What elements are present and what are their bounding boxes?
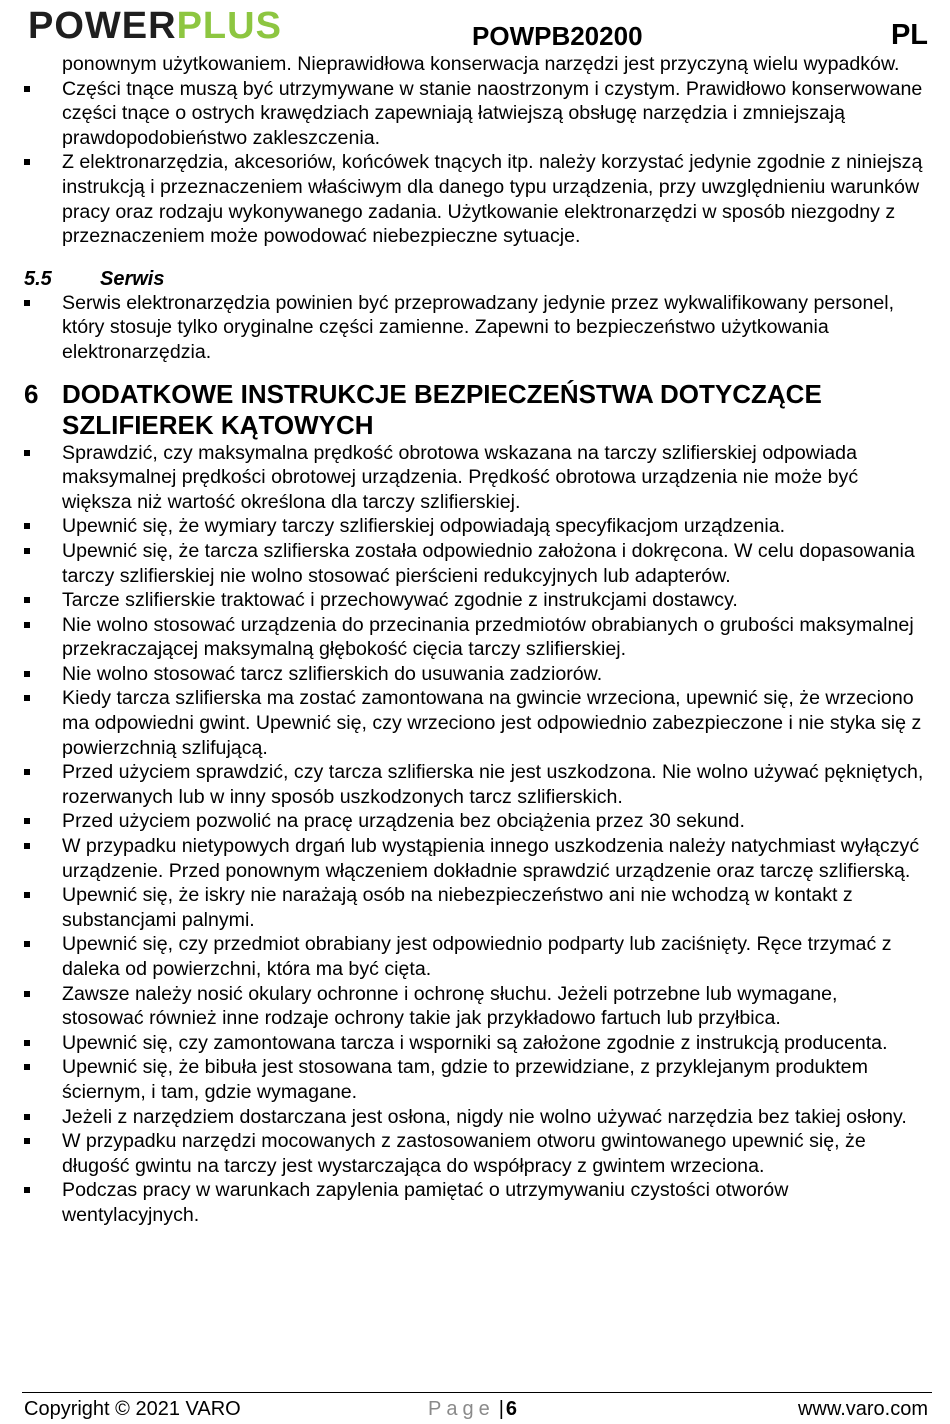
square-bullet-icon — [24, 450, 30, 456]
page-label: Page — [428, 1398, 495, 1420]
bullet-item — [24, 932, 924, 981]
square-bullet-icon — [24, 671, 30, 677]
bullet-text: Nie wolno stosować tarcz szlifierskich do usuwania zadziorów. — [62, 662, 603, 685]
bullet-item — [24, 1055, 924, 1104]
footer-divider — [22, 1392, 932, 1393]
square-bullet-icon — [24, 1138, 30, 1144]
bullet-text: Nie wolno stosować urządzenia do przecinania przedmiotów obrabianych o grubości maksymalnej przekraczającej maksymalną głębokość cięcia tarczy szlifierskiej. — [62, 613, 914, 661]
bullet-item — [24, 809, 924, 834]
square-bullet-icon — [24, 622, 30, 628]
page-separator: | — [498, 1398, 504, 1420]
bullet-item — [24, 441, 924, 515]
bullet-item — [24, 514, 924, 539]
bullet-text: Jeżeli z narzędziem dostarczana jest osłona, nigdy nie wolno używać narzędzia bez takiej osłony. — [62, 1105, 907, 1128]
section-title: DODATKOWE INSTRUKCJE BEZPIECZEŃSTWA DOTYCZĄCE SZLIFIEREK KĄTOWYCH — [62, 378, 822, 440]
bullet-text: Upewnić się, czy przedmiot obrabiany jest odpowiednio podparty lub zaciśnięty. Ręce trzymać z daleka od powierzchni, która ma być cięta. — [62, 933, 892, 980]
continued-text: ponownym użytkowaniem. Nieprawidłowa konserwacja narzędzi jest przyczyną wielu wypadków. — [62, 53, 900, 75]
square-bullet-icon — [24, 818, 30, 824]
bullet-item — [24, 588, 924, 613]
section-5-5-bullet-list — [24, 291, 924, 365]
bullet-text: Sprawdzić, czy maksymalna prędkość obrotowa wskazana na tarczy szlifierskiej odpowiada maksymalnej prędkości obrotowej urządzenia. Prędkość obrotowa urządzenia nie może być większa niż wartość określona dla tarczy szlifierskiej. — [62, 441, 859, 513]
section-6-bullet-list — [24, 441, 924, 1228]
bullet-text: Kiedy tarcza szlifierska ma zostać zamontowana na gwincie wrzeciona, upewnić się, że wrzeciono ma odpowiedni gwint. Upewnić się, czy wrzeciono jest odpowiednio zabezpieczone i nie styka się z powierzchnią szlifującą. — [62, 687, 922, 759]
bullet-item — [24, 539, 924, 588]
section-number: 5.5 — [24, 267, 52, 290]
copyright-text: Copyright © 2021 VARO — [24, 1398, 241, 1420]
page-number: 6 — [505, 1398, 518, 1420]
bullet-text: Przed użyciem sprawdzić, czy tarcza szlifierska nie jest uszkodzona. Nie wolno używać pękniętych, rozerwanych lub w inny sposób uszkodzonych tarcz szlifierskich. — [62, 761, 924, 808]
intro-bullet-list — [24, 77, 924, 249]
bullet-text: Z elektronarzędzia, akcesoriów, końcówek tnących itp. należy korzystać jedynie zgodnie z niniejszą instrukcją i przeznaczeniem właściwym dla danego typu urządzenia, przy uwzględnieniu warunków pracy oraz rodzaju wykonywanego zadania. Użytkowanie elektronarzędzi w sposób niezgodny z przeznaczeniem może powodować niebezpieczne sytuacje. — [62, 151, 923, 248]
bullet-text: Przed użyciem pozwolić na pracę urządzenia bez obciążenia przez 30 sekund. — [62, 810, 745, 833]
bullet-text: Upewnić się, że iskry nie narażają osób na niebezpieczeństwo ani nie wchodzą w kontakt z substancjami palnymi. — [62, 884, 853, 931]
bullet-item — [24, 77, 924, 151]
section-5-5-heading — [24, 267, 924, 291]
bullet-item — [24, 150, 924, 248]
page-indicator — [428, 1396, 517, 1422]
square-bullet-icon — [24, 597, 30, 603]
square-bullet-icon — [24, 86, 30, 92]
bullet-text: W przypadku nietypowych drgań lub wystąpienia innego uszkodzenia należy natychmiast wyłączyć urządzenie. Przed ponownym włączeniem dokładnie sprawdzić urządzenie oraz tarczę szlifierską. — [62, 835, 920, 882]
language-code: PL — [890, 19, 928, 51]
model-number: POWPB20200 — [472, 21, 643, 51]
square-bullet-icon — [24, 523, 30, 529]
bullet-item — [24, 760, 924, 809]
bullet-item — [24, 1031, 924, 1056]
square-bullet-icon — [24, 1114, 30, 1120]
square-bullet-icon — [24, 159, 30, 165]
square-bullet-icon — [24, 548, 30, 554]
bullet-text: Podczas pracy w warunkach zapylenia pamiętać o utrzymywaniu czystości otworów wentylacyjnych. — [62, 1179, 789, 1226]
page-content — [24, 52, 924, 1228]
bullet-text: Upewnić się, czy zamontowana tarcza i wsporniki są założone zgodnie z instrukcją producenta. — [62, 1031, 888, 1054]
page-header — [0, 0, 950, 50]
bullet-item — [24, 1129, 924, 1178]
square-bullet-icon — [24, 1040, 30, 1046]
logo-part-plus: PLUS — [176, 5, 282, 47]
bullet-item — [24, 883, 924, 932]
bullet-text: Zawsze należy nosić okulary ochronne i ochronę słuchu. Jeżeli potrzebne lub wymagane, stosować również inne rodzaje ochrony takie jak przykładowo fartuch lub przyłbica. — [62, 982, 838, 1030]
bullet-item — [24, 662, 924, 687]
bullet-item — [24, 982, 924, 1031]
bullet-item — [24, 686, 924, 760]
page-footer — [0, 1396, 950, 1424]
bullet-text: Tarcze szlifierskie traktować i przechowywać zgodnie z instrukcjami dostawcy. — [62, 589, 738, 612]
bullet-item — [24, 1105, 924, 1130]
bullet-text: Serwis elektronarzędzia powinien być przeprowadzany jedynie przez wykwalifikowany personel, który stosuje tylko oryginalne części zamienne. Zapewni to bezpieczeństwo użytkowania elektronarzędzia. — [62, 291, 895, 363]
square-bullet-icon — [24, 1187, 30, 1193]
bullet-item — [24, 1178, 924, 1227]
section-title: Serwis — [100, 267, 165, 290]
bullet-item — [24, 834, 924, 883]
square-bullet-icon — [24, 769, 30, 775]
square-bullet-icon — [24, 695, 30, 701]
powerplus-logo — [28, 4, 282, 48]
website-text: www.varo.com — [797, 1398, 928, 1420]
square-bullet-icon — [24, 941, 30, 947]
square-bullet-icon — [24, 300, 30, 306]
section-6-heading — [24, 379, 924, 441]
bullet-text: Upewnić się, że tarcza szlifierska została odpowiednio założona i dokręcona. W celu dopasowania tarczy szlifierskiej nie wolno stosować pierścieni redukcyjnych lub adapterów. — [62, 539, 915, 587]
bullet-text: Upewnić się, że wymiary tarczy szlifierskiej odpowiadają specyfikacjom urządzenia. — [62, 515, 786, 538]
square-bullet-icon — [24, 991, 30, 997]
logo-part-power: POWER — [28, 5, 177, 47]
square-bullet-icon — [24, 1064, 30, 1070]
square-bullet-icon — [24, 843, 30, 849]
section-number: 6 — [24, 378, 39, 409]
bullet-text: W przypadku narzędzi mocowanych z zastosowaniem otworu gwintowanego upewnić się, że długość gwintu na tarczy jest wystarczająca do współpracy z gwintem wrzeciona. — [62, 1130, 866, 1177]
bullet-text: Części tnące muszą być utrzymywane w stanie naostrzonym i czystym. Prawidłowo konserwowane części tnące o ostrych krawędziach zapewniają łatwiejszą obsługę narzędzia i zmniejszają prawdopodobieństwo zakleszczenia. — [62, 77, 923, 149]
square-bullet-icon — [24, 892, 30, 898]
bullet-item — [24, 613, 924, 662]
bullet-text: Upewnić się, że bibuła jest stosowana tam, gdzie to przewidziane, z przyklejanym produktem ściernym, i tam, gdzie wymagane. — [62, 1056, 868, 1103]
bullet-item — [24, 291, 924, 365]
